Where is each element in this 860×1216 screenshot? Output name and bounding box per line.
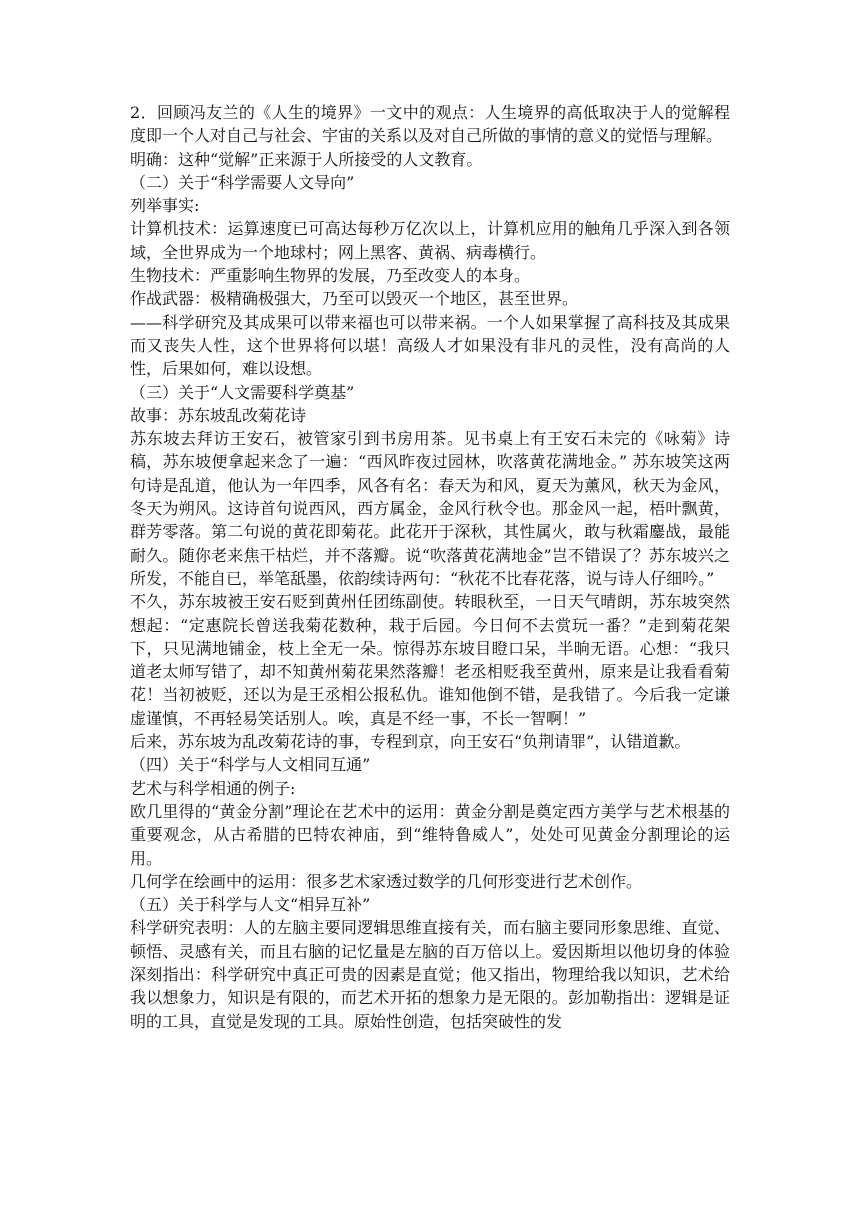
section-5-heading: （五）关于科学与人文“相异互补” — [130, 895, 371, 915]
art-science-label: 艺术与科学相通的例子: — [130, 778, 296, 798]
story-paragraph-1: 苏东坡去拜访王安石，被管家引到书房用茶。见书桌上有王安石未完的《咏菊》诗稿，苏东坡便拿起来念了一遍：“西风昨夜过园林，吹落黄花满地金。” 苏东坡笑这两句诗是乱道，他认为一年四季，风各有名：春天为和风，夏天为薰风，秋天为金风，冬天为朔风。这诗首句说西风，西方属金，金风行秋令也。那金风一起，梧叶飘黄，群芳零落。第二句说的黄花即菊花。此花开于深秋，其性属火，敢与秋霜鏖战，最能耐久。随你老来焦干枯烂，并不落瓣。说“吹落黄花满地金”岂不错误了？苏东坡兴之所发，不能自已，举笔舐墨，依韵续诗两句：“秋花不比春花落，说与诗人仔细吟。” — [130, 429, 730, 588]
story-title: 故事：苏东坡乱改菊花诗 — [130, 405, 307, 425]
biotech-paragraph: 生物技术：严重影响生物界的发展，乃至改变人的本身。 — [130, 266, 531, 286]
document-page — [130, 101, 730, 1033]
section-3-heading: （三）关于“人文需要科学奠基” — [130, 382, 355, 402]
story-paragraph-2: 不久，苏东坡被王安石贬到黄州任团练副使。转眼秋至，一日天气晴朗，苏东坡突然想起：“定惠院长曾送我菊花数种，栽于后园。今日何不去赏玩一番？”走到菊花架下，只见满地铺金，枝上全无一朵。惊得苏东坡目瞪口呆，半晌无语。心想：“我只道老太师写错了，却不知黄州菊花果然落瓣！老丞相贬我至黄州，原来是让我看看菊花！当初被贬，还以为是王丞相公报私仇。谁知他倒不错，是我错了。今后我一定谦虚谨慎，不再轻易笑话别人。唉，真是不经一事，不长一智啊！” — [130, 592, 730, 728]
section-4-heading: （四）关于“科学与人文相同互通” — [130, 755, 371, 775]
section-2-heading: （二）关于“科学需要人文导向” — [130, 172, 355, 192]
brain-research-paragraph: 科学研究表明：人的左脑主要同逻辑思维直接有关，而右脑主要同形象思维、直觉、顿悟、灵感有关，而且右脑的记忆量是左脑的百万倍以上。爱因斯坦以他切身的体验深刻指出：科学研究中真正可贵的因素是直觉；他又指出，物理给我以知识，艺术给我以想象力，知识是有限的，而艺术开拓的想象力是无限的。彭加勒指出：逻辑是证明的工具，直觉是发现的工具。原始性创造，包括突破性的发 — [130, 918, 730, 1031]
computer-tech-paragraph: 计算机技术：运算速度已可高达每秒万亿次以上，计算机应用的触角几乎深入到各领域，全世界成为一个地球村；网上黑客、黄祸、病毒横行。 — [130, 219, 730, 262]
science-conclusion-paragraph: ——科学研究及其成果可以带来福也可以带来祸。一个人如果掌握了高科技及其成果而又丧失人性，这个世界将何以堪！高级人才如果没有非凡的灵性，没有高尚的人性，后果如何，难以设想。 — [130, 312, 730, 379]
story-paragraph-3: 后来，苏东坡为乱改菊花诗的事，专程到京，向王安石“负荆请罪”，认错道歉。 — [130, 732, 691, 752]
point-2-paragraph: 2．回顾冯友兰的《人生的境界》一文中的观点：人生境界的高低取决于人的觉解程度即一个人对自己与社会、宇宙的关系以及对自己所做的事情的意义的觉悟与理解。 — [130, 103, 730, 146]
facts-label: 列举事实: — [130, 196, 200, 216]
golden-ratio-paragraph: 欧几里得的“黄金分割”理论在艺术中的运用：黄金分割是奠定西方美学与艺术根基的重要观念，从古希腊的巴特农神庙，到“维特鲁威人”，处处可见黄金分割理论的运用。 — [130, 801, 730, 868]
clarification-paragraph: 明确：这种“觉解”正来源于人所接受的人文教育。 — [130, 149, 483, 169]
weapons-paragraph: 作战武器：极精确极强大，乃至可以毁灭一个地区，甚至世界。 — [130, 289, 579, 309]
geometry-paragraph: 几何学在绘画中的运用：很多艺术家透过数学的几何形变进行艺术创作。 — [130, 871, 643, 891]
